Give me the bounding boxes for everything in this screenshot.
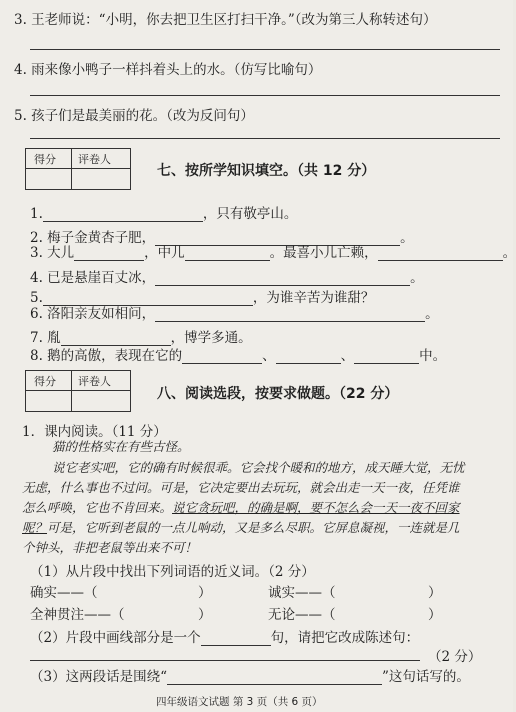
fill-2: 2. 梅子金黄杏子肥， 。 — [30, 230, 414, 246]
question-4: 4. 雨来像小鸭子一样抖着头上的水。（仿写比喻句） — [14, 62, 322, 78]
answer-line — [30, 660, 420, 661]
page-footer: 四年级语文试题 第 3 页（共 6 页） — [156, 696, 323, 708]
passage-line-2: 说它老实吧，它的确有时候很乖。它会找个暖和的地方，成天睡大觉，无忧 — [52, 460, 465, 475]
word-3-close: ） — [198, 607, 212, 623]
word-2-close: ） — [428, 585, 442, 601]
subquestion-1: 1．课内阅读。（11 分） — [22, 424, 167, 440]
score-label: 得分 — [34, 375, 56, 388]
passage-line-4: 怎么呼唤，它也不肯回来。说它贪玩吧，的确是啊，要不怎么会一天一夜不回家 — [22, 500, 460, 515]
word-1-close: ） — [198, 585, 212, 601]
fill-3: 3. 大儿 ，中儿 。最喜小儿亡赖， 。 — [30, 245, 516, 261]
underlined-sentence: 说它贪玩吧，的确是啊，要不怎么会一天一夜不回家 — [172, 500, 460, 515]
word-2: 诚实——（ — [268, 585, 336, 601]
word-4-close: ） — [428, 607, 442, 623]
answer-line — [30, 95, 500, 96]
question-5: 5. 孩子们是最美丽的花。（改为反问句） — [14, 108, 254, 124]
fill-5: 5. ，为谁辛苦为谁甜？ — [30, 290, 375, 306]
fill-1: 1. ，只有敬亭山。 — [30, 206, 298, 222]
question-8-3: （3）这两段话是围绕“ ”这句话写的。 — [30, 669, 470, 685]
score-box-2 — [25, 370, 131, 412]
score-box — [25, 148, 131, 190]
grader-label: 评卷人 — [78, 375, 111, 388]
question-8-2: （2）片段中画线部分是一个 句，请把它改成陈述句： — [30, 630, 420, 646]
passage-line-3: 无虑，什么事也不过问。可是，它决定要出去玩玩，就会出走一天一夜，任凭谁 — [22, 480, 460, 495]
question-3: 3. 王老师说：“小明，你去把卫生区打扫干净。”（改为第三人称转述句） — [14, 12, 437, 28]
answer-line — [30, 49, 500, 50]
answer-line — [30, 138, 500, 139]
word-3: 全神贯注——（ — [30, 607, 125, 623]
passage-line-6: 个钟头，非把老鼠等出来不可！ — [22, 540, 198, 555]
fill-6: 6. 洛阳亲友如相问， 。 — [30, 306, 439, 322]
word-1: 确实——（ — [30, 585, 98, 601]
section-8-title: 八、阅读选段，按要求做题。（22 分） — [157, 386, 399, 402]
fill-8: 8. 鹅的高傲，表现在它的 、 、 中。 — [30, 348, 447, 364]
passage-line-5: 呢？可是，它听到老鼠的一点儿响动，又是多么尽职。它屏息凝视，一连就是几 — [22, 520, 460, 535]
question-8-2-score: （2 分） — [428, 649, 482, 665]
passage-line-1: 猫的性格实在有些古怪。 — [52, 439, 190, 454]
score-label: 得分 — [34, 153, 56, 166]
word-4: 无论——（ — [268, 607, 336, 623]
fill-7: 7. 胤 ，博学多通。 — [30, 330, 252, 346]
section-7-title: 七、按所学知识填空。（共 12 分） — [157, 163, 376, 179]
question-8-1: （1）从片段中找出下列词语的近义词。（2 分） — [30, 564, 315, 580]
grader-label: 评卷人 — [78, 153, 111, 166]
fill-4: 4. 已是悬崖百丈冰， 。 — [30, 270, 424, 286]
